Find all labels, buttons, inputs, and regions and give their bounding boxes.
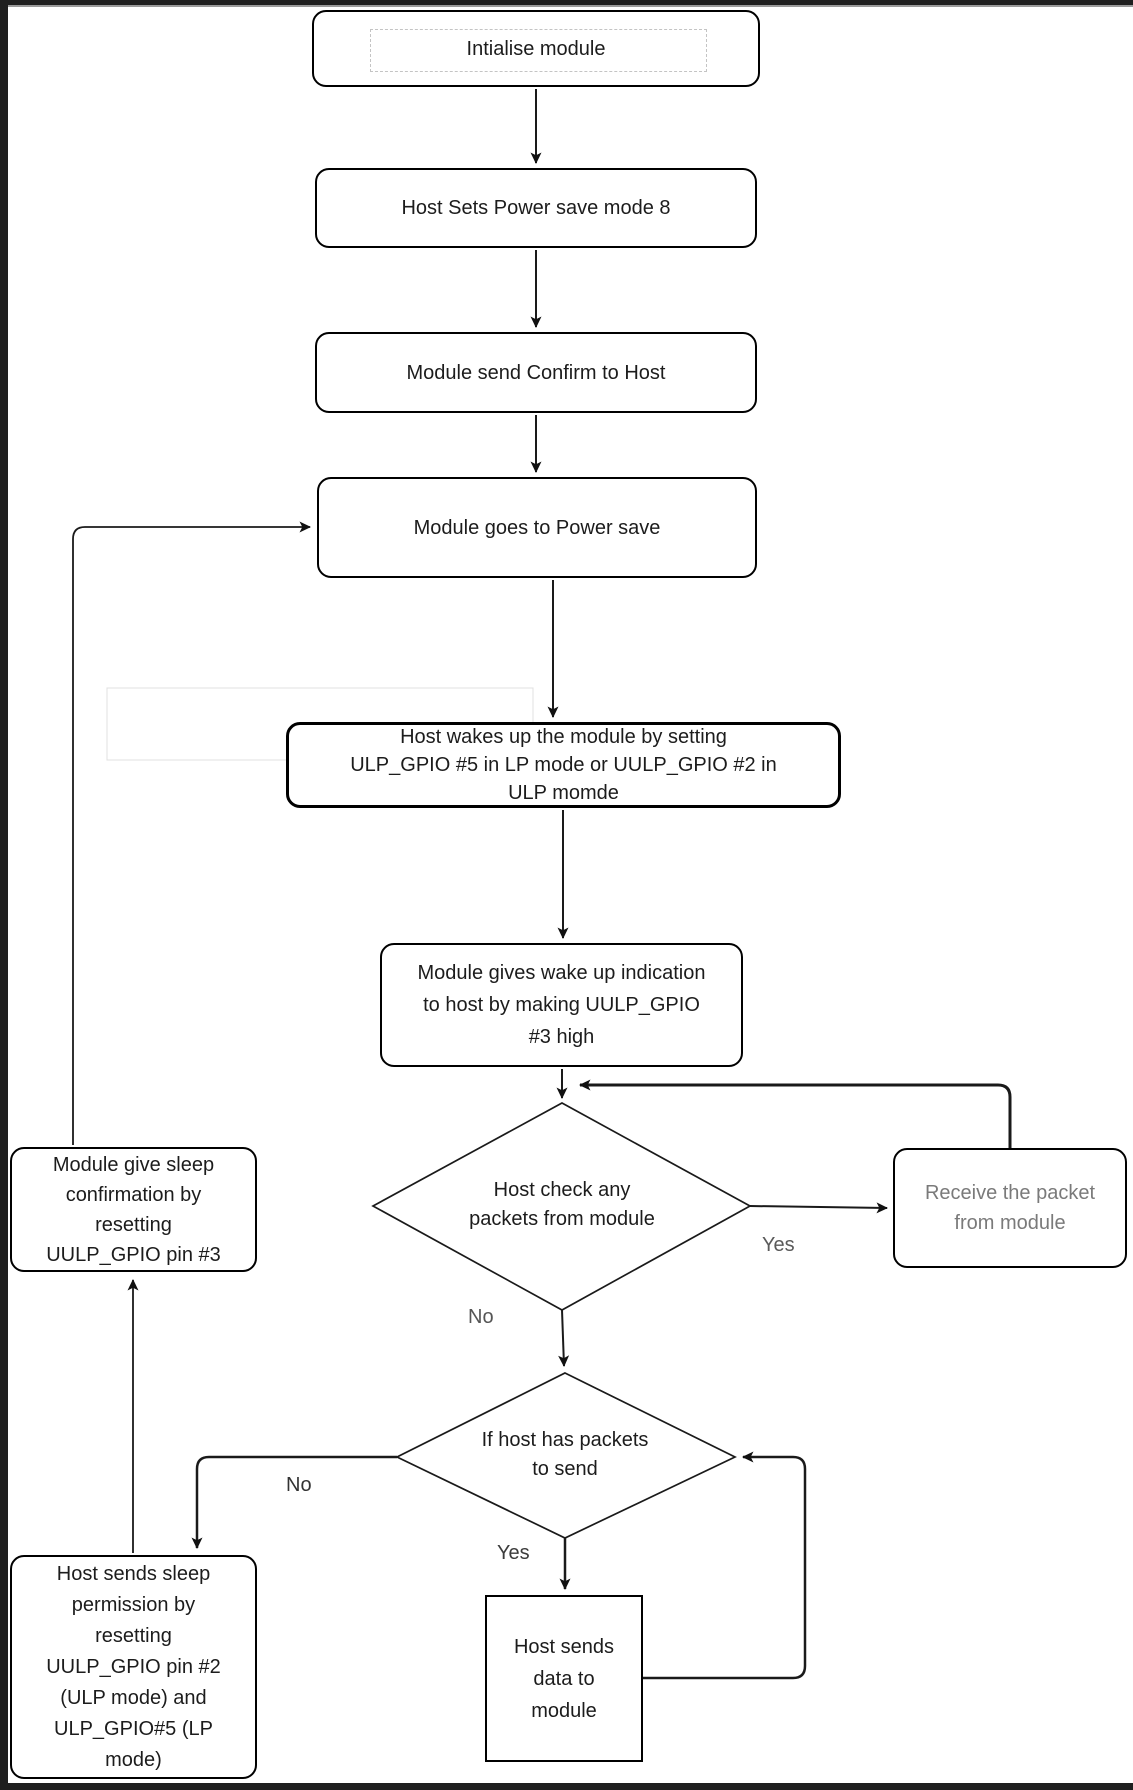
edge-check-no-to-hostpackets xyxy=(562,1310,564,1366)
node-label-line: UULP_GPIO pin #2 xyxy=(46,1655,221,1678)
node-label: Intialise module xyxy=(466,37,606,60)
node-label-line: Host sends sleep xyxy=(56,1562,211,1585)
edge-check-yes-to-receive xyxy=(750,1206,887,1208)
node-label: Host Sets Power save mode 8 xyxy=(401,197,671,219)
node-label-line: ULP momde xyxy=(508,782,619,804)
decision-label-line: Host check any xyxy=(493,1179,631,1201)
node-module-goes-power-save xyxy=(317,477,757,578)
node-label-line: permission by xyxy=(71,1593,196,1616)
node-label-line: resetting xyxy=(95,1624,172,1647)
node-label-line: Module give sleep xyxy=(52,1153,215,1176)
node-label: Module goes to Power save xyxy=(413,516,661,539)
node-module-sleep-confirmation xyxy=(10,1147,257,1272)
node-host-sends-sleep-permission xyxy=(10,1555,257,1779)
node-label-line: ULP_GPIO#5 (LP xyxy=(54,1717,213,1740)
page-border-top-shadow xyxy=(0,5,1133,7)
decision-label-line: packets from module xyxy=(469,1208,655,1230)
node-label-line: from module xyxy=(954,1212,1066,1234)
node-label-line: confirmation by xyxy=(65,1183,202,1206)
edge-sleepconfirmation-to-powersave xyxy=(73,527,310,1145)
label-check-no: No xyxy=(468,1306,494,1328)
node-label-line: to host by making UULP_GPIO xyxy=(423,994,700,1016)
node-host-sends-data xyxy=(485,1595,643,1762)
page-border-left xyxy=(0,0,8,1790)
label-host-no: No xyxy=(286,1474,312,1496)
node-label-line: (ULP mode) and xyxy=(60,1686,207,1709)
edge-receive-feedback xyxy=(580,1085,1010,1148)
label-check-yes: Yes xyxy=(762,1234,795,1256)
node-label: Module send Confirm to Host xyxy=(406,361,666,384)
node-label-line: Receive the packet xyxy=(924,1182,1096,1204)
node-label-line: resetting xyxy=(95,1213,172,1236)
decision-label-line: to send xyxy=(532,1458,598,1480)
node-label-line: module xyxy=(531,1699,597,1722)
decision-label-line: If host has packets xyxy=(481,1429,649,1451)
node-host-wakes-module xyxy=(286,722,841,808)
decision-host-packets-label xyxy=(482,1426,649,1484)
node-host-sets-power-save-mode xyxy=(315,168,757,248)
node-receive-packet xyxy=(893,1148,1127,1268)
node-module-send-confirm xyxy=(315,332,757,413)
node-label-line: ULP_GPIO #5 in LP mode or UULP_GPIO #2 in xyxy=(350,754,777,776)
node-label-line: mode) xyxy=(105,1748,162,1771)
node-initialise-module xyxy=(312,10,760,87)
edge-hostpackets-no-to-sleeppermission xyxy=(197,1457,397,1548)
node-label-line: Host sends xyxy=(513,1635,615,1658)
label-host-yes: Yes xyxy=(497,1542,530,1564)
node-label-line: UULP_GPIO pin #3 xyxy=(46,1243,221,1266)
page-border-bottom xyxy=(0,1783,1133,1790)
node-wake-up-indication xyxy=(380,943,743,1067)
decision-check-packets-label xyxy=(469,1176,655,1234)
node-label-line: Module gives wake up indication xyxy=(417,962,706,984)
node-label-line: #3 high xyxy=(528,1026,595,1048)
node-label-line: data to xyxy=(533,1667,595,1690)
node-label-line: Host wakes up the module by setting xyxy=(400,726,727,748)
